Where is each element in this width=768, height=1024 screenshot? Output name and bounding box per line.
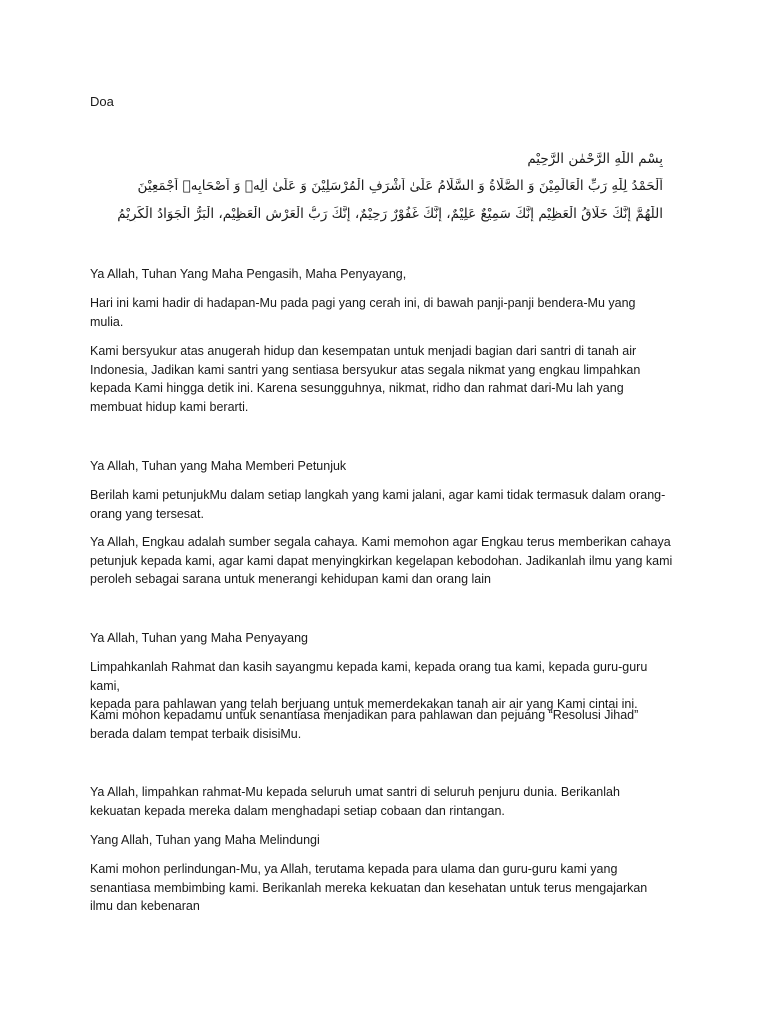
paragraph-address-3: Ya Allah, Tuhan yang Maha Penyayang [90,631,308,645]
paragraph-address-4: Yang Allah, Tuhan yang Maha Melindungi [90,833,320,847]
paragraph-3: Berilah kami petunjukMu dalam setiap langkah yang kami jalani, agar kami tidak termasuk dalam orang- orang yang tersesat. [90,488,666,521]
arabic-hamdalah: اَلْحَمْدُ لِلّٰهِ رَبِّ الْعَالَمِيْنَ وَ الصَّلَاةُ وَ السَّلَامُ عَلَىٰ اَشْرَفِ الْمُرْسَلِيْنَ وَ عَلَىٰ اٰلِهٖ وَ اَصْحَابِهٖ اَجْمَعِيْنَ [137,178,663,194]
document-title: Doa [90,94,114,109]
paragraph-5: Limpahkanlah Rahmat dan kasih sayangmu kepada kami, kepada orang tua kami, kepada guru-guru kami, kepada para pahlawan yang telah berjuang untuk memerdekakan tanah air air yang Kami cintai ini. [90,660,648,711]
paragraph-address-1: Ya Allah, Tuhan Yang Maha Pengasih, Maha Penyayang, [90,267,407,281]
arabic-invocation: اللّٰهُمَّ إِنَّكَ خَلَّاقُ الْعَظِيْمِ إِنَّكَ سَمِيْعٌ عَلِيْمٌ، إِنَّكَ غَفُوْرٌ رَحِيْمٌ، إِنَّكَ رَبُّ الْعَرْشِ الْعَظِيْمِ، الْبَرُّ الْجَوَادُ الْكَرِيْمُ [117,206,663,222]
paragraph-6: Kami mohon kepadamu untuk senantiasa menjadikan para pahlawan dan pejuang “Resolusi Jihad” berada dalam tempat terbaik disisiMu. [90,708,639,741]
paragraph-8: Kami mohon perlindungan-Mu, ya Allah, terutama kepada para ulama dan guru-guru kami yang senantiasa membimbing kami. Berikanlah mereka kekuatan dan kesehatan untuk terus mengajarkan ilmu dan kebenaran [90,862,648,913]
paragraph-address-2: Ya Allah, Tuhan yang Maha Memberi Petunjuk [90,459,347,473]
paragraph-7: Ya Allah, limpahkan rahmat-Mu kepada seluruh umat santri di seluruh penjuru dunia. Berikanlah kekuatan kepada mereka dalam menghadapi setiap cobaan dan rintangan. [90,785,620,818]
paragraph-2: Kami bersyukur atas anugerah hidup dan kesempatan untuk menjadi bagian dari santri di tanah air Indonesia, Jadikan kami santri yang sentiasa bersyukur atas segala nikmat yang engkau limpahkan kepada Kami hingga detik ini. Karena sesungguhnya, nikmat, ridho dan rahmat dari-Mu lah yang membuat hidup kami berarti. [90,344,641,414]
paragraph-1: Hari ini kami hadir di hadapan-Mu pada pagi yang cerah ini, di bawah panji-panji bendera-Mu yang mulia. [90,296,636,329]
paragraph-4: Ya Allah, Engkau adalah sumber segala cahaya. Kami memohon agar Engkau terus memberikan cahaya petunjuk kepada kami, agar kami dapat menyingkirkan kegelapan kebodohan. Jadikanlah ilmu yang kami peroleh sebagai sarana untuk menerangi kehidupan kami dan orang lain [90,535,673,586]
arabic-basmala: بِسْمِ اللّٰهِ الرَّحْمٰنِ الرَّحِيْمِ [527,151,663,167]
